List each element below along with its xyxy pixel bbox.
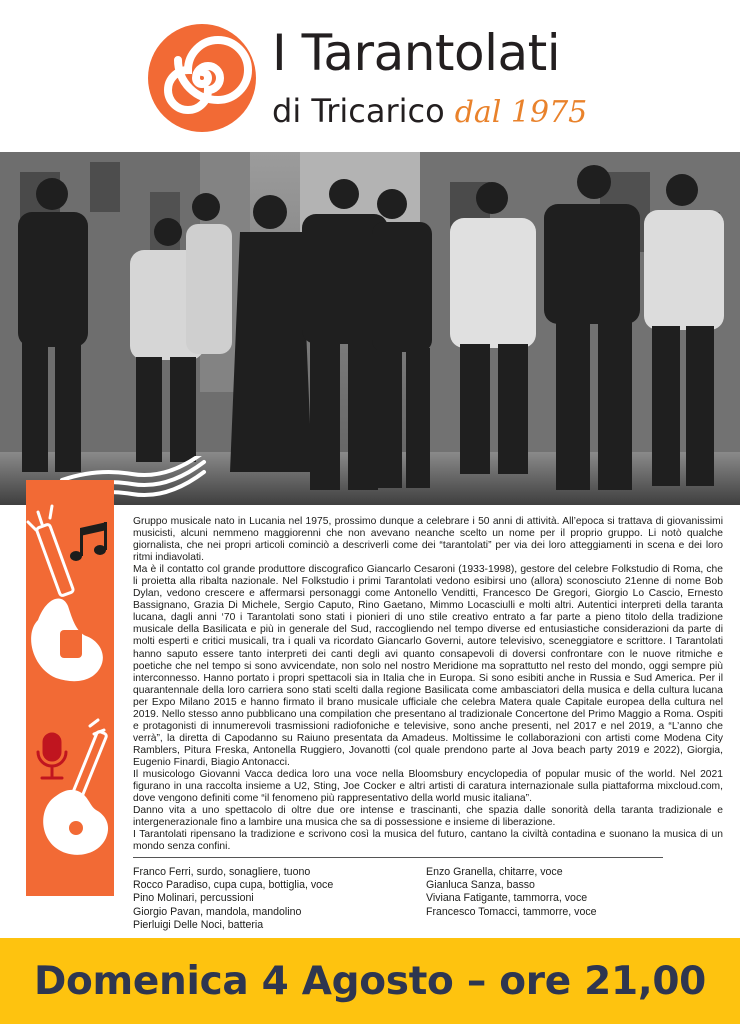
musician-item: Pino Molinari, percussioni [133, 892, 254, 905]
divider [133, 857, 663, 858]
musician-item: Enzo Granella, chitarre, voce [426, 866, 563, 878]
side-band-icons [26, 480, 114, 896]
musician-item: Pierluigi Delle Noci, batteria [133, 918, 264, 931]
event-date-time: Domenica 4 Agosto – ore 21,00 [33, 958, 707, 1004]
musician-item: Viviana Fatigante, tammorra, voce [426, 892, 588, 905]
musicians-list-right [426, 866, 706, 919]
header [0, 0, 740, 152]
page-title: I Tarantolati [272, 24, 561, 82]
bio-paragraph: Il musicologo Giovanni Vacca dedica loro una voce nella Bloomsbury encyclopedia of popular music of the world. Nel 2021 figurano in una raccolta insieme a U2, Sting, Joe Cocker e altri artisti di caratura internazionale sulla piattaforma mixcloud.com, dove vengono definiti come “il fenomeno più rappresentativo della world music italiana”. [133, 768, 723, 805]
since-year: dal 1975 [454, 95, 588, 130]
musician-item: Gianluca Sanza, basso [426, 879, 535, 892]
musician-item: Franco Ferri, surdo, sonagliere, tuono [133, 866, 311, 878]
musician-item: Francesco Tomacci, tammorre, voce [426, 905, 597, 918]
bio-paragraph: Gruppo musicale nato in Lucania nel 1975, prossimo dunque a celebrare i 50 anni di attività. All’epoca si trattava di giovanissimi musicisti, alcuni nemmeno maggiorenni che non avevano neanche scelto un nome per il proprio gruppo. Li notò qualche giornalista, che nei propri articoli cominciò a descriverli come dei “tarantolati” per via dei loro atteggiamenti in scena e dei loro ritmi indiavolati. [133, 516, 723, 564]
musician-item: Rocco Paradiso, cupa cupa, bottiglia, voce [133, 879, 334, 892]
bio-paragraph: I Tarantolati ripensano la tradizione e scrivono così la musica del futuro, cantano la civiltà contadina e suonano la musica di un mondo senza confini. [133, 829, 723, 853]
band-photo-illustration [0, 152, 740, 505]
event-banner [0, 938, 740, 1024]
microphone-icon [38, 734, 66, 778]
bio-paragraph: Danno vita a uno spettacolo di oltre due ore intense e trascinanti, che spazia dalle sonorità della taranta tradizionale e intergenerazionale fino a lambire una musica che sa di possessione e insieme di liberazione. [133, 805, 723, 829]
musicians-list-left [133, 866, 403, 932]
page-subtitle [272, 92, 588, 130]
bio-paragraph: Ma è il contatto col grande produttore discografico Giancarlo Cesaroni (1933-1998), gestore del celebre Folkstudio di Roma, che li proietta alla ribalta nazionale. Nel Folkstudio i primi Tarantolati vedono esibirsi uno (allora) sconosciuto 21enne di nome Bob Dylan, vedono crescere e affermarsi personaggi come Antonello Venditti, Francesco De Gregori, Giorgio Lo Cascio, Ernesto Bassignano, Grazia Di Michele, Sergio Caputo, Rino Gaetano, Mimmo Locasciulli e molti altri. Autentici interpreti della taranta lucana, dagli anni ‘70 i Tarantolati sono stati i pionieri di uno stile creativo entrato a far parte a pieno titolo della tradizione musicale della Basilicata e più in generale del Sud, raccogliendo nel tempo diverse ed entusiastiche considerazioni da parte di molti esperti e critici musicali, tra i quali va ricordato Giancarlo Governi, autore televisivo, sceneggiatore e scrittore. I Tarantolati hanno saputo essere tanto interpreti dei canti degli avi quanto consapevoli di doversi confrontare con le nuove ritmiche e poetiche che nel tempo si sono avvicendate, non solo nel nostro Meridione ma soprattutto nel resto del mondo, oggi sempre più interconnesso. Hanno portato i propri spettacoli sia in Italia che in Europa. Si sono esibiti anche in Russia e Sud America. Per il quarantennale della loro carriera sono stati scelti dalla regione Basilicata come ambasciatori della musica e della cultura lucana per Expo Milano 2015 e hanno firmato il brano musicale ufficiale che celebra Matera quale Capitale europea della cultura nel 2019. Nello stesso anno pubblicano una compilation che presentano al tradizionale Concertone del Primo Maggio a Roma. Ospiti e protagonisti di innumerevoli trasmissioni radiofoniche e televisive, sono anche presenti, nel 2017 e nel 2019, a “L’anno che verrà”, la diretta di Capodanno su Raiuno presentata da Amadeus. Moltissime le collaborazioni con artisti come Modena City Ramblers, Pitura Freska, Antonella Ruggiero, Jovanotti (col quale prendono parte al Jova beach party 2019 e 2022), Giorgia, Eugenio Finardi, Biagio Antonacci. [133, 564, 723, 768]
band-photo [0, 152, 740, 505]
music-notes-icon [70, 522, 107, 561]
side-band [26, 480, 114, 896]
subtitle-place: di Tricarico [272, 92, 445, 130]
bio-text [133, 516, 723, 853]
musician-item: Giorgio Pavan, mandola, mandolino [133, 905, 302, 918]
spiral-icon [146, 22, 258, 134]
